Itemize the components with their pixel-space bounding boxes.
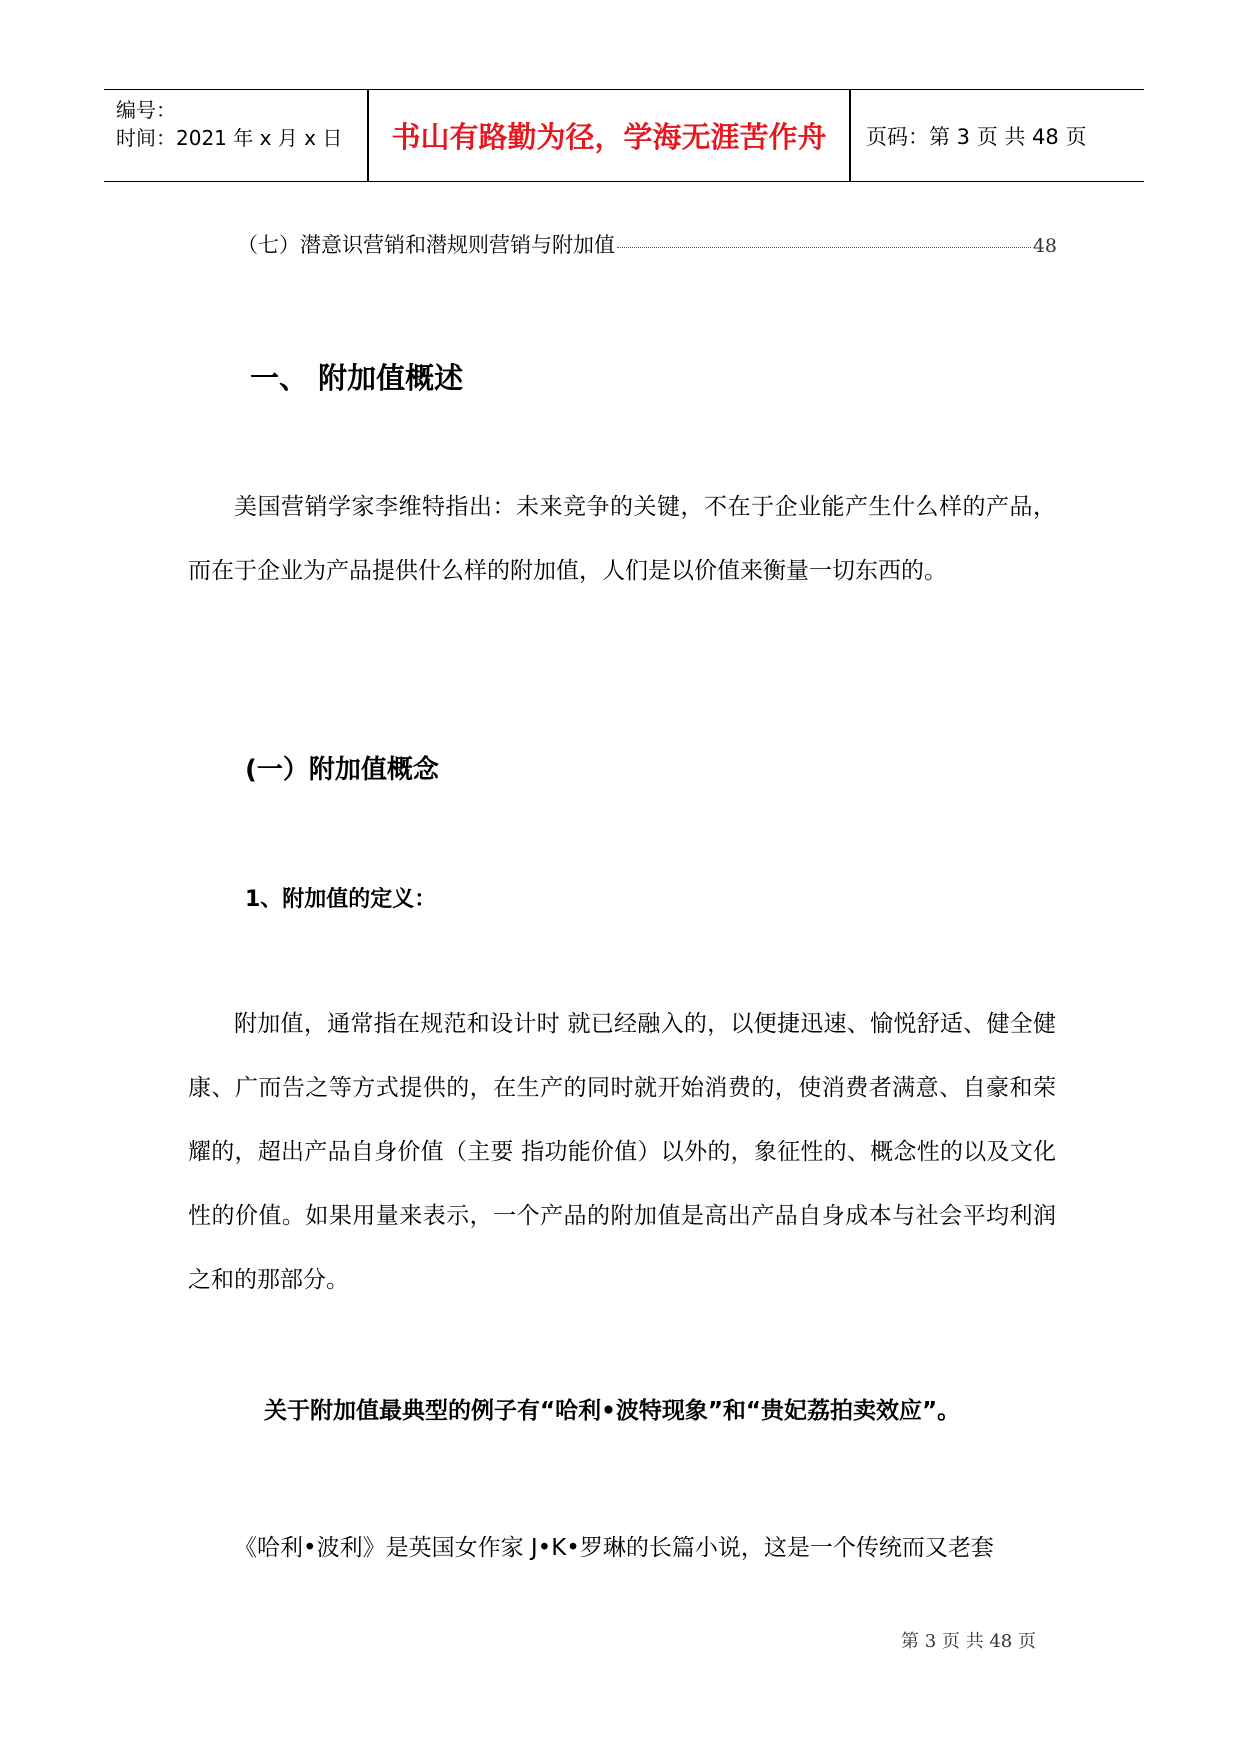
page-header bbox=[104, 89, 1144, 182]
header-divider bbox=[849, 90, 851, 181]
item-title: 1、附加值的定义： bbox=[245, 887, 437, 912]
harry-potter-paragraph: 《哈利•波利》是英国女作家 J•K•罗琳的长篇小说，这是一个传统而又老套 bbox=[234, 1535, 994, 1561]
time-label: 时间：2021 年 x 月 x 日 bbox=[116, 126, 343, 150]
toc-entry-text: （七）潜意识营销和潜规则营销与附加值 bbox=[237, 233, 615, 257]
definition-paragraph: 附加值，通常指在规范和设计时 就已经融入的，以便捷迅速、愉悦舒适、健全健康、广而告之等方式提供的，在生产的同时就开始消费的，使消费者满意、自豪和荣耀的，超出产品自身价值（主要 指功能价值）以外的，象征性的、概念性的以及文化性的价值。如果用量来表示，一个产品的附加值是高出产品自身成本与社会平均利润之和的那部分。 bbox=[188, 1011, 1056, 1293]
toc-entry[interactable] bbox=[237, 229, 1057, 259]
number-label: 编号： bbox=[116, 98, 176, 122]
header-meta bbox=[116, 96, 342, 152]
header-motto: 书山有路勤为径，学海无涯苦作舟 bbox=[391, 120, 827, 154]
intro-paragraph: 美国营销学家李维特指出：未来竞争的关键，不在于企业能产生什么样的产品，而在于企业为产品提供什么样的附加值，人们是以价值来衡量一切东西的。 bbox=[188, 494, 1056, 584]
toc-leader-dots bbox=[617, 247, 1031, 248]
header-page-label: 页码：第 3 页 共 48 页 bbox=[866, 124, 1087, 149]
section-title: 一、 附加值概述 bbox=[250, 361, 464, 395]
subsection-title: (一）附加值概念 bbox=[245, 755, 439, 785]
examples-line: 关于附加值最典型的例子有“哈利•波特现象”和“贵妃荔拍卖效应”。 bbox=[264, 1398, 961, 1424]
toc-page-number: 48 bbox=[1032, 235, 1057, 257]
page-footer: 第 3 页 共 48 页 bbox=[901, 1631, 1036, 1652]
